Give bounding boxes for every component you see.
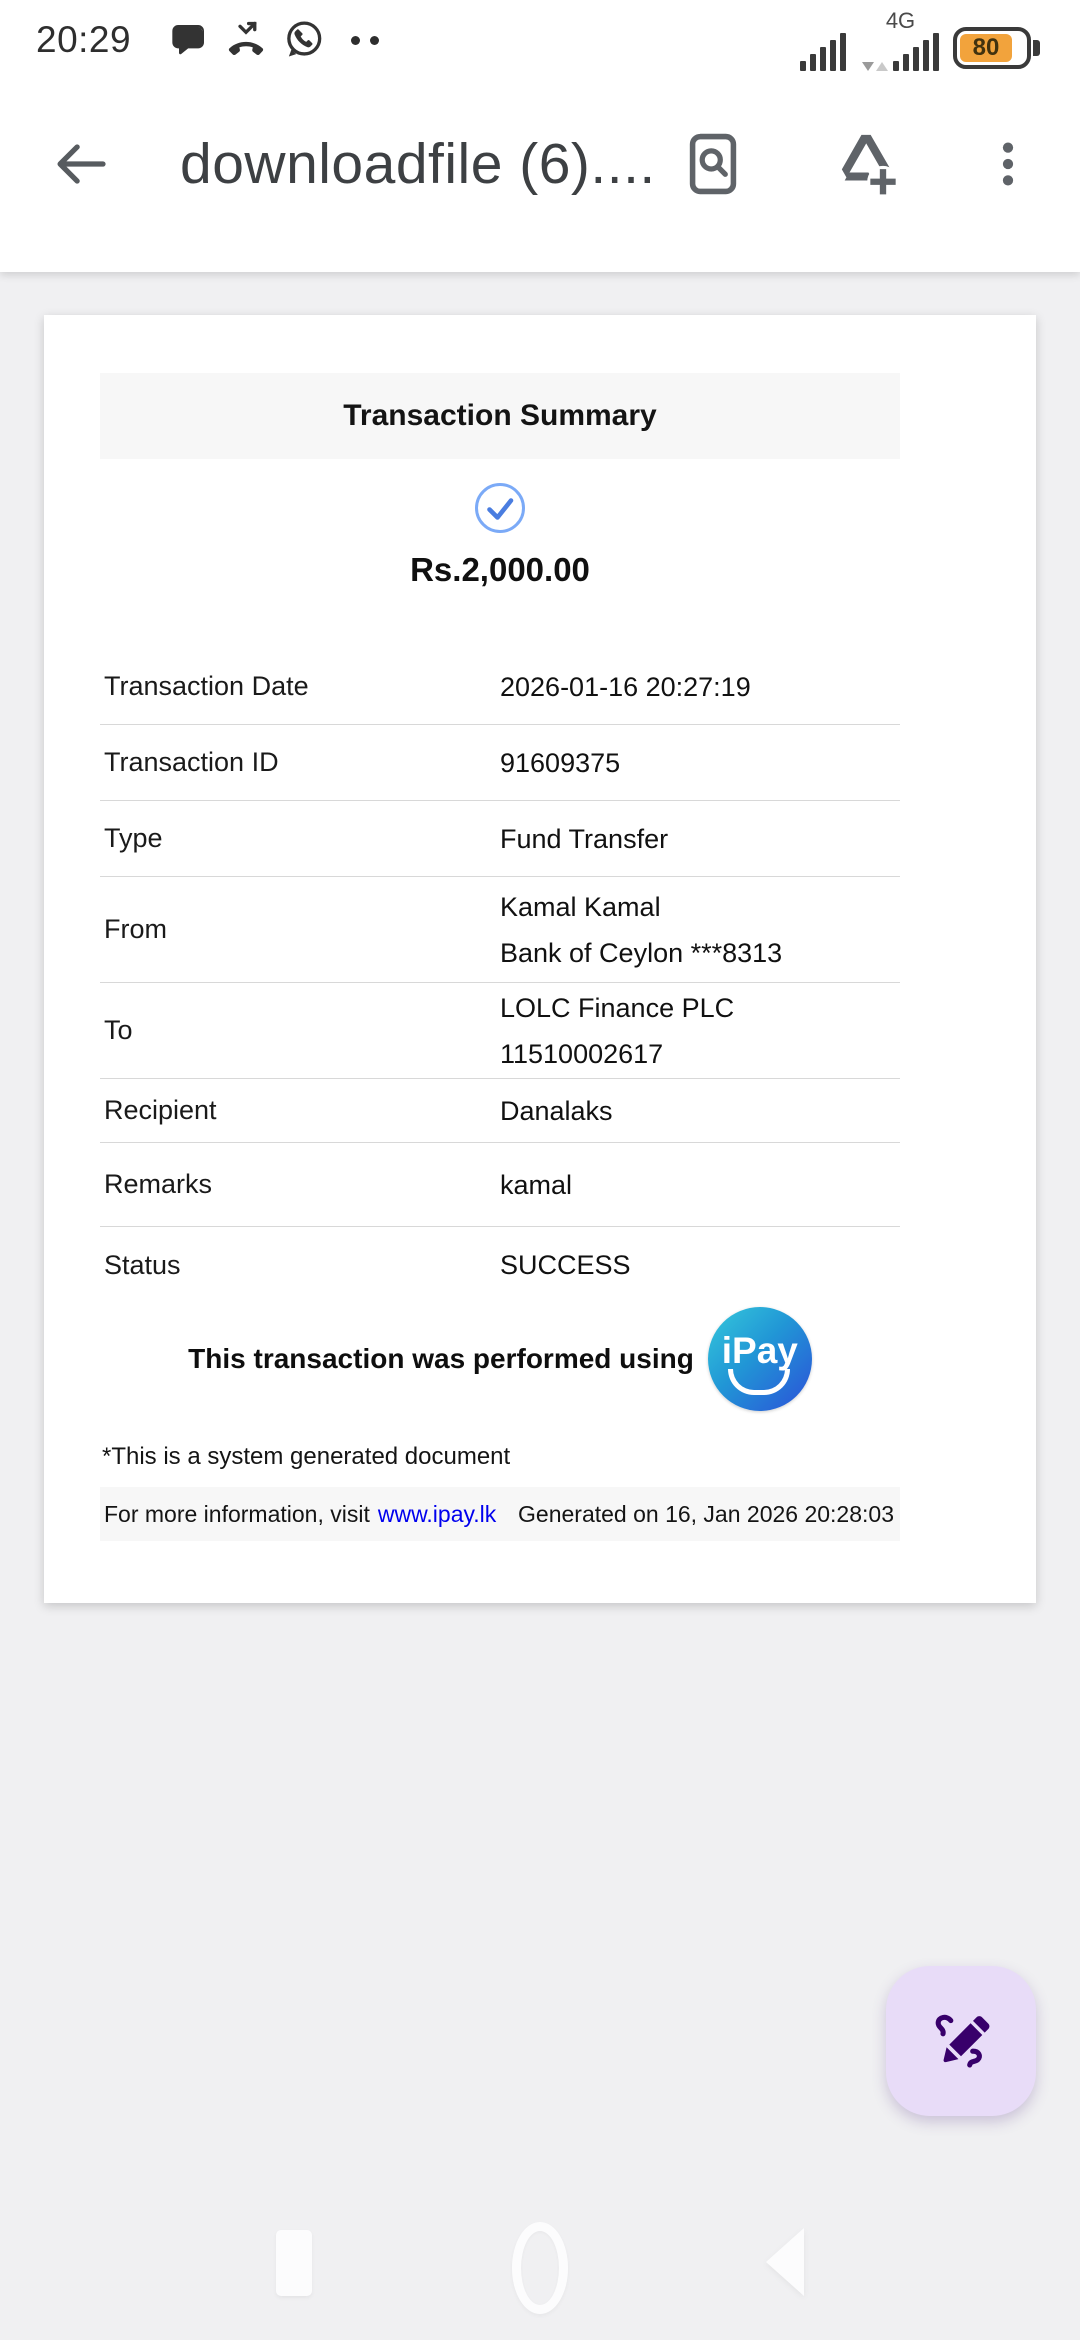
find-in-document-button[interactable] [678, 129, 748, 199]
row-value: Bank of Ceylon ***8313 [500, 937, 783, 968]
clock-text: 20:29 [36, 19, 132, 60]
signal-sim2-icon [862, 7, 939, 71]
system-generated-note: *This is a system generated document [102, 1443, 511, 1470]
find-in-document-icon [678, 129, 748, 199]
annotate-pen-icon [925, 2005, 997, 2077]
message-icon [169, 20, 209, 60]
table-row [100, 877, 900, 983]
success-check-wrap [100, 481, 900, 535]
table-row [100, 1227, 900, 1303]
ipay-logo-text: iPay [721, 1330, 798, 1371]
back-arrow-icon [48, 131, 114, 197]
network-type-label: 4G [885, 7, 916, 33]
performed-using-text: This transaction was performed using [188, 1343, 694, 1374]
more-options-button[interactable] [980, 131, 1036, 197]
row-value: 91609375 [500, 747, 621, 778]
missed-call-icon [225, 19, 267, 61]
footer-info-text: For more information, visit [104, 1500, 370, 1527]
battery-percent-label: 80 [960, 34, 1012, 62]
pdf-page [44, 315, 1036, 1603]
home-button[interactable] [512, 2222, 568, 2314]
transaction-table [100, 649, 900, 1303]
performed-using-line [100, 1305, 900, 1413]
row-label: Remarks [104, 1169, 213, 1199]
footer-generated-text: Generated on 16, Jan 2026 20:28:03 [518, 1500, 894, 1527]
status-bar [0, 0, 1080, 66]
nav-back-button[interactable] [766, 2228, 804, 2296]
recents-button[interactable] [276, 2230, 312, 2296]
status-bar-left [36, 18, 800, 62]
pdf-footer [100, 1487, 900, 1541]
top-bar [0, 0, 1080, 272]
add-to-drive-icon [826, 126, 902, 202]
row-value: kamal [500, 1169, 573, 1200]
transaction-summary-header: Transaction Summary [100, 373, 900, 459]
back-button[interactable] [48, 131, 114, 197]
row-value: LOLC Finance PLC [500, 992, 735, 1023]
table-row [100, 983, 900, 1079]
table-row [100, 801, 900, 877]
add-to-drive-button[interactable] [826, 126, 902, 202]
row-label: From [104, 914, 167, 944]
pdf-content [100, 373, 900, 1541]
row-label: Transaction Date [104, 671, 309, 701]
annotate-fab-button[interactable] [886, 1966, 1036, 2116]
document-title: downloadfile (6).... [180, 132, 656, 196]
app-bar [0, 66, 1080, 262]
row-label: Recipient [104, 1095, 217, 1125]
row-label: Status [104, 1249, 181, 1280]
row-value: 11510002617 [500, 1038, 664, 1069]
app-bar-actions [678, 126, 1036, 202]
row-value: Kamal Kamal [500, 891, 661, 922]
row-value: Fund Transfer [500, 823, 669, 854]
more-options-icon [980, 131, 1036, 197]
table-row [100, 725, 900, 801]
success-check-icon [473, 481, 527, 535]
ipay-logo [708, 1307, 812, 1411]
row-label: To [104, 1015, 133, 1045]
signal-sim1-icon [800, 33, 846, 71]
data-activity-arrows-icon [862, 62, 888, 71]
status-bar-right [800, 7, 1040, 71]
transaction-amount: Rs.2,000.00 [410, 551, 590, 588]
table-row [100, 1143, 900, 1227]
table-row [100, 649, 900, 725]
overflow-notification-dots [351, 36, 379, 45]
row-value: SUCCESS [500, 1250, 631, 1280]
table-row [100, 1079, 900, 1143]
row-label: Transaction ID [104, 747, 279, 777]
row-value: 2026-01-16 20:27:19 [500, 671, 751, 702]
whatsapp-icon [283, 18, 327, 62]
row-value: Danalaks [500, 1095, 613, 1126]
ipay-link[interactable]: www.ipay.lk [377, 1500, 497, 1527]
gesture-nav-bar [0, 2222, 1080, 2312]
row-label: Type [104, 823, 163, 853]
ipay-smile-arc [728, 1369, 790, 1395]
battery-icon [953, 27, 1040, 69]
